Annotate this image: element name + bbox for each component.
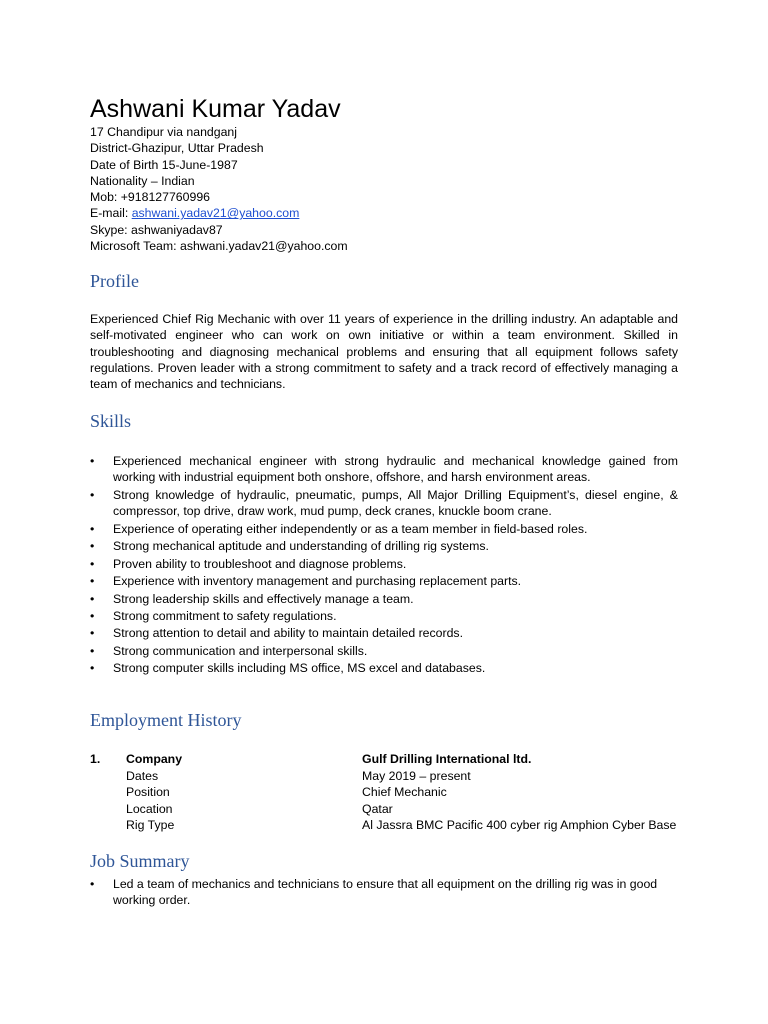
rig-type-label: Rig Type (126, 818, 175, 833)
candidate-name: Ashwani Kumar Yadav (90, 95, 341, 123)
company-value: Gulf Drilling International ltd. (362, 752, 532, 766)
address-line-1: 17 Chandipur via nandganj (90, 125, 237, 139)
list-item: • Led a team of mechanics and technicians to ensure that all equipment on the drilling rig was in good working order. (90, 876, 678, 909)
nationality: Nationality – Indian (90, 173, 195, 188)
mobile-number: Mob: +918127760996 (90, 190, 211, 205)
contact-block (90, 124, 348, 254)
job-summary-list (90, 876, 678, 910)
location-label: Location (126, 801, 173, 816)
list-item: • Proven ability to troubleshoot and diagnose problems. (90, 556, 678, 572)
position-label: Position (126, 785, 170, 800)
company-label: Company (126, 752, 183, 766)
profile-text: Experienced Chief Rig Mechanic with over 11 years of experience in the drilling industry. An adaptable and self-motivated engineer who can work on own initiative or within a team environment. Skilled in troubleshooting and diagnosing mechanical problems and ensuring that all equipment follows safety regulations. Proven leader with a strong commitment to safety and a track record of effectively managing a team of mechanics and technicians. (90, 312, 678, 392)
entry-number: 1. (90, 752, 101, 766)
position-value: Chief Mechanic (362, 785, 447, 800)
list-item: • Experienced mechanical engineer with strong hydraulic and mechanical knowledge gained from working with industrial equipment both onshore, offshore, and harsh environment areas. (90, 453, 678, 486)
list-item: • Strong knowledge of hydraulic, pneumatic, pumps, All Major Drilling Equipment’s, diesel engine, & compressor, top drive, draw work, mud pump, deck cranes, knuckle boom crane. (90, 487, 678, 520)
list-item: • Strong computer skills including MS office, MS excel and databases. (90, 660, 678, 676)
list-item: • Strong leadership skills and effectively manage a team. (90, 591, 678, 607)
job-summary-heading: Job Summary (90, 851, 190, 871)
dates-label: Dates (126, 768, 159, 783)
location-value: Qatar (362, 801, 393, 816)
microsoft-team-id: Microsoft Team: ashwani.yadav21@yahoo.com (90, 239, 348, 254)
list-item: • Strong commitment to safety regulations. (90, 608, 678, 624)
list-item: • Strong communication and interpersonal skills. (90, 643, 678, 659)
list-item: • Strong attention to detail and ability to maintain detailed records. (90, 625, 678, 641)
skype-id: Skype: ashwaniyadav87 (90, 222, 223, 237)
skills-list (90, 453, 678, 678)
email-label: E-mail: (90, 206, 132, 221)
list-item: • Experience with inventory management and purchasing replacement parts. (90, 573, 678, 589)
rig-type-value: Al Jassra BMC Pacific 400 cyber rig Amphion Cyber Base (362, 818, 677, 833)
dates-value: May 2019 – present (362, 768, 471, 783)
profile-heading: Profile (90, 271, 139, 291)
email-link[interactable]: ashwani.yadav21@yahoo.com (131, 206, 300, 221)
date-of-birth: Date of Birth 15-June-1987 (90, 157, 238, 172)
email-line (90, 205, 348, 221)
list-item: • Strong mechanical aptitude and understanding of drilling rig systems. (90, 538, 678, 554)
skills-heading: Skills (90, 411, 132, 431)
list-item: • Experience of operating either independently or as a team member in field-based roles. (90, 521, 678, 537)
employment-heading: Employment History (90, 710, 242, 730)
address-line-2: District-Ghazipur, Uttar Pradesh (90, 141, 264, 156)
